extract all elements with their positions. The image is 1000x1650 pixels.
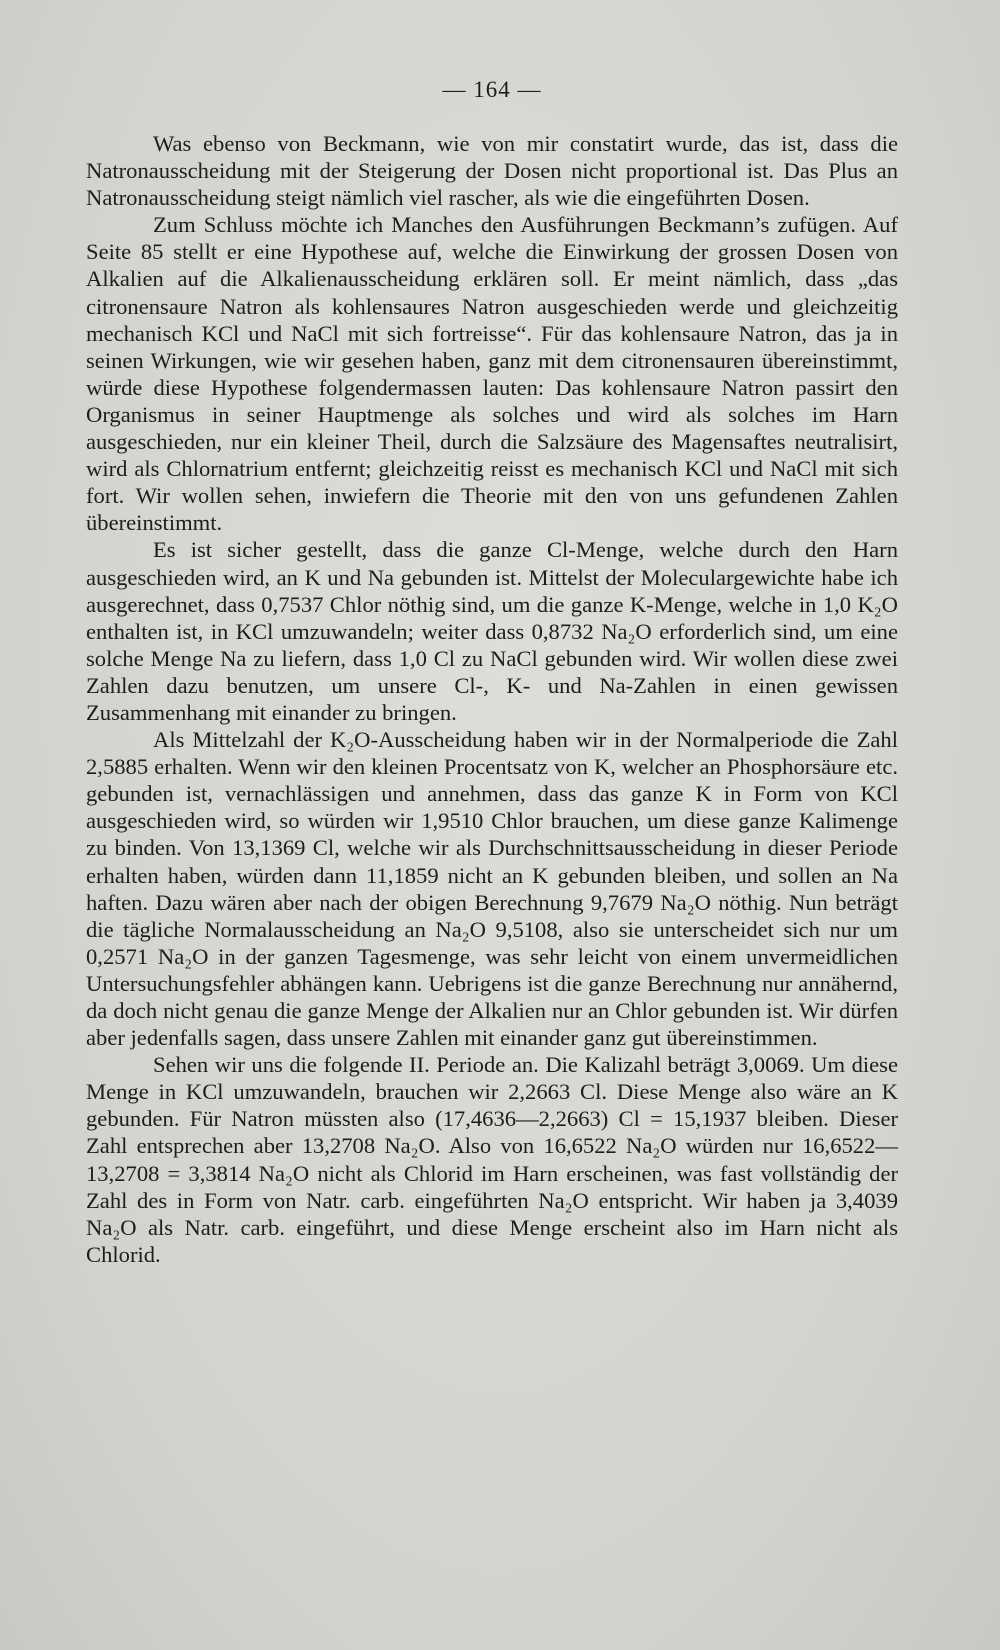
book-page	[86, 72, 898, 1268]
page-number: — 164 —	[442, 77, 542, 102]
paragraph-2: Zum Schluss möchte ich Manches den Ausführungen Beckmann’s zufügen. Auf Seite 85 stellt er eine Hypothese auf, welche die Einwirkung der grossen Dosen von Alkalien auf die Alkalienausscheidung erklären soll. Er meint nämlich, dass „das citronensaure Natron als kohlensaures Natron ausgeschieden werde und gleichzeitig mechanisch KCl und NaCl mit sich fortreisse“. Für das kohlensaure Natron, das ja in seinen Wirkungen, wie wir gesehen haben, ganz mit dem citronensauren übereinstimmt, würde diese Hypothese folgendermassen lauten: Das kohlensaure Natron passirt den Organismus in seiner Hauptmenge als solches und wird als solches im Harn ausgeschieden, nur ein kleiner Theil, durch die Salzsäure des Magensaftes neutralisirt, wird als Chlornatrium entfernt; gleichzeitig reisst es mechanisch KCl und NaCl mit sich fort. Wir wollen sehen, inwiefern die Theorie mit den von uns gefundenen Zahlen übereinstimmt.	[86, 212, 898, 536]
paragraph-4: Als Mittelzahl der K₂O-Ausscheidung haben wir in der Normalperiode die Zahl 2,5885 erhalten. Wenn wir den kleinen Procentsatz von K, welcher an Phosphorsäure etc. gebunden ist, vernachlässigen und annehmen, dass das ganze K in Form von KCl ausgeschieden wird, so würden wir 1,9510 Chlor brauchen, um diese ganze Kalimenge zu binden. Von 13,1369 Cl, welche wir als Durchschnittsausscheidung in dieser Periode erhalten haben, würden dann 11,1859 nicht an K gebunden bleiben, und sollen an Na haften. Dazu wären aber nach der obigen Berechnung 9,7679 Na₂O nöthig. Nun beträgt die tägliche Normalausscheidung an Na₂O 9,5108, also sie unterscheidet sich nur um 0,2571 Na₂O in der ganzen Tagesmenge, was sehr leicht von einem unvermeidlichen Untersuchungsfehler abhängen kann. Uebrigens ist die ganze Berechnung nur annähernd, da doch nicht genau die ganze Menge der Alkalien nur an Chlor gebunden ist. Wir dürfen aber jedenfalls sagen, dass unsere Zahlen mit einander ganz gut übereinstimmen.	[86, 727, 898, 1051]
paragraph-1: Was ebenso von Beckmann, wie von mir constatirt wurde, das ist, dass die Natronausscheidung mit der Steigerung der Dosen nicht proportional ist. Das Plus an Natronausscheidung steigt nämlich viel rascher, als wie die eingeführten Dosen.	[86, 131, 898, 211]
paragraph-5: Sehen wir uns die folgende II. Periode an. Die Kalizahl beträgt 3,0069. Um diese Menge in KCl umzuwandeln, brauchen wir 2,2663 Cl. Diese Menge also wäre an K gebunden. Für Natron müssten also (17,4636—2,2663) Cl = 15,1937 bleiben. Dieser Zahl entsprechen aber 13,2708 Na₂O. Also von 16,6522 Na₂O würden nur 16,6522—13,2708 = 3,3814 Na₂O nicht als Chlorid im Harn erscheinen, was fast vollständig der Zahl des in Form von Natr. carb. eingeführten Na₂O entspricht. Wir haben ja 3,4039 Na₂O als Natr. carb. eingeführt, und diese Menge erscheint also im Harn nicht als Chlorid.	[86, 1052, 898, 1267]
paragraph-3: Es ist sicher gestellt, dass die ganze Cl-Menge, welche durch den Harn ausgeschieden wird, an K und Na gebunden ist. Mittelst der Moleculargewichte habe ich ausgerechnet, dass 0,7537 Chlor nöthig sind, um die ganze K-Menge, welche in 1,0 K₂O enthalten ist, in KCl umzuwandeln; weiter dass 0,8732 Na₂O erforderlich sind, um eine solche Menge Na zu liefern, dass 1,0 Cl zu NaCl gebunden wird. Wir wollen diese zwei Zahlen dazu benutzen, um unsere Cl-, K- und Na-Zahlen in einen gewissen Zusammenhang mit einander zu bringen.	[86, 537, 898, 725]
